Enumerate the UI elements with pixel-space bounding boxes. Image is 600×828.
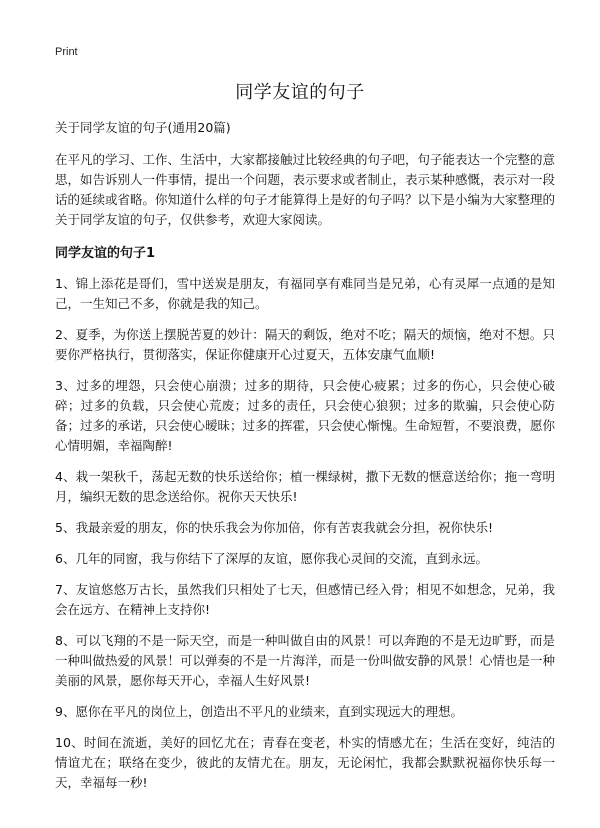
list-item: 1、锦上添花是哥们，雪中送炭是朋友，有福同享有难同当是兄弟，心有灵犀一点通的是知己，一生知己不多，你就是我的知己。 bbox=[55, 276, 555, 311]
document-body bbox=[55, 118, 555, 804]
list-item: 8、可以飞翔的不是一际天空，而是一种叫做自由的风景！可以奔跑的不是无边旷野，而是一种叫做热爱的风景！可以弹奏的不是一片海洋，而是一份叫做安静的风景！心情也是一种美丽的风景，愿你每天开心，幸福人生好风景! bbox=[55, 633, 556, 688]
list-item: 6、几年的同窗，我与你结下了深厚的友谊，愿你我心灵间的交流，直到永远。 bbox=[55, 551, 488, 566]
list-item: 4、栽一架秋千，荡起无数的快乐送给你；植一棵绿树，撒下无数的惬意送给你；拖一弯明月，编织无数的思念送给你。祝你天天快乐! bbox=[55, 469, 555, 504]
list-item: 3、过多的埋怨，只会使心崩溃；过多的期待，只会使心疲累；过多的伤心，只会使心破碎；过多的负载，只会使心荒废；过多的责任，只会使心狼狈；过多的欺骗，只会使心防备；过多的承诺，只会使心暧昧；过多的挥霍，只会使心惭愧。生命短暂，不要浪费，愿你心情明媚，幸福陶醉! bbox=[55, 378, 556, 453]
page-title: 同学友谊的句子 bbox=[235, 82, 365, 103]
list-item: 5、我最亲爱的朋友，你的快乐我会为你加倍，你有苦衷我就会分担，祝你快乐! bbox=[55, 520, 493, 535]
document-subtitle: 关于同学友谊的句子(通用20篇) bbox=[55, 120, 231, 135]
print-link[interactable]: Print bbox=[55, 46, 78, 58]
list-item: 10、时间在流逝，美好的回忆尤在；青春在变老，朴实的情感尤在；生活在变好，纯洁的情谊尤在；联络在变少，彼此的友情尤在。朋友，无论闲忙，我都会默默祝福你快乐每一天，幸福每一秒! bbox=[55, 735, 555, 790]
list-item: 9、愿你在平凡的岗位上，创造出不平凡的业绩来，直到实现远大的理想。 bbox=[55, 704, 463, 719]
list-item: 7、友谊悠悠万古长，虽然我们只相处了七天，但感情已经入骨；相见不如想念，兄弟，我会在远方、在精神上支持你! bbox=[55, 582, 555, 617]
section-heading: 同学友谊的句子1 bbox=[55, 246, 156, 261]
list-item: 2、夏季，为你送上摆脱苦夏的妙计：隔天的剩饭，绝对不吃；隔天的烦恼，绝对不想。只要你严格执行，贯彻落实，保证你健康开心过夏天，五体安康气血顺! bbox=[55, 327, 555, 362]
intro-paragraph: 在平凡的学习、工作、生活中，大家都接触过比较经典的句子吧，句子能表达一个完整的意思，如告诉别人一件事情，提出一个问题，表示要求或者制止，表示某种感慨，表示对一段话的延续或省略。你知道什么样的句子才能算得上是好的句子吗？以下是小编为大家整理的关于同学友谊的句子，仅供参考，欢迎大家阅读。 bbox=[55, 152, 556, 227]
